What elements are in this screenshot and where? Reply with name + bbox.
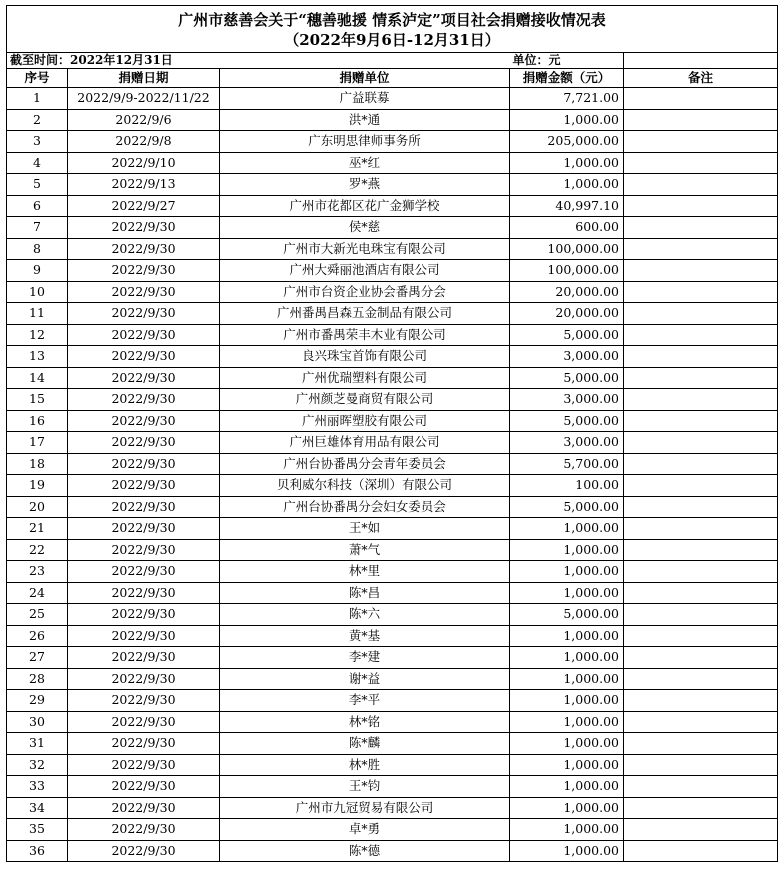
row-index: 10	[7, 281, 68, 303]
table-row	[7, 797, 778, 819]
row-donor: 罗*燕	[220, 174, 510, 196]
row-donor: 林*里	[220, 561, 510, 583]
row-index: 18	[7, 453, 68, 475]
row-remarks	[624, 797, 778, 819]
row-remarks	[624, 389, 778, 411]
row-remarks	[624, 733, 778, 755]
row-amount: 100,000.00	[510, 238, 624, 260]
row-index: 11	[7, 303, 68, 325]
row-donor: 广州颜芝曼商贸有限公司	[220, 389, 510, 411]
row-remarks	[624, 174, 778, 196]
row-donor: 陈*昌	[220, 582, 510, 604]
donation-sheet	[6, 5, 777, 862]
meta-blank-cell	[624, 53, 778, 69]
row-index: 12	[7, 324, 68, 346]
row-index: 4	[7, 152, 68, 174]
row-amount: 3,000.00	[510, 346, 624, 368]
table-row	[7, 88, 778, 110]
row-amount: 600.00	[510, 217, 624, 239]
row-date: 2022/9/30	[68, 561, 220, 583]
row-date: 2022/9/30	[68, 539, 220, 561]
table-row	[7, 582, 778, 604]
table-row	[7, 690, 778, 712]
row-index: 28	[7, 668, 68, 690]
row-donor: 王*如	[220, 518, 510, 540]
row-donor: 广州台协番禺分会妇女委员会	[220, 496, 510, 518]
table-row	[7, 303, 778, 325]
row-remarks	[624, 410, 778, 432]
row-date: 2022/9/30	[68, 281, 220, 303]
row-remarks	[624, 324, 778, 346]
row-date: 2022/9/30	[68, 518, 220, 540]
row-donor: 洪*通	[220, 109, 510, 131]
row-amount: 20,000.00	[510, 281, 624, 303]
table-row	[7, 152, 778, 174]
row-date: 2022/9/30	[68, 238, 220, 260]
row-remarks	[624, 281, 778, 303]
row-remarks	[624, 453, 778, 475]
table-row	[7, 174, 778, 196]
row-date: 2022/9/30	[68, 260, 220, 282]
row-index: 31	[7, 733, 68, 755]
header-amount: 捐赠金额（元）	[510, 69, 624, 88]
table-row	[7, 561, 778, 583]
row-donor: 贝利威尔科技（深圳）有限公司	[220, 475, 510, 497]
row-date: 2022/9/30	[68, 582, 220, 604]
row-amount: 1,000.00	[510, 625, 624, 647]
row-amount: 1,000.00	[510, 152, 624, 174]
row-amount: 1,000.00	[510, 797, 624, 819]
title-line-2: （2022年9月6日-12月31日）	[284, 31, 500, 49]
row-date: 2022/9/30	[68, 367, 220, 389]
table-row	[7, 733, 778, 755]
row-index: 32	[7, 754, 68, 776]
row-date: 2022/9/30	[68, 733, 220, 755]
row-remarks	[624, 260, 778, 282]
row-index: 25	[7, 604, 68, 626]
row-amount: 1,000.00	[510, 733, 624, 755]
row-date: 2022/9/30	[68, 346, 220, 368]
table-row	[7, 668, 778, 690]
title-row	[7, 6, 778, 53]
row-date: 2022/9/30	[68, 475, 220, 497]
row-remarks	[624, 539, 778, 561]
row-amount: 1,000.00	[510, 518, 624, 540]
row-remarks	[624, 152, 778, 174]
row-index: 5	[7, 174, 68, 196]
row-date: 2022/9/30	[68, 776, 220, 798]
row-index: 9	[7, 260, 68, 282]
row-remarks	[624, 690, 778, 712]
table-row	[7, 217, 778, 239]
row-date: 2022/9/8	[68, 131, 220, 153]
row-index: 27	[7, 647, 68, 669]
row-remarks	[624, 819, 778, 841]
header-donor: 捐赠单位	[220, 69, 510, 88]
row-date: 2022/9/30	[68, 496, 220, 518]
row-remarks	[624, 561, 778, 583]
row-date: 2022/9/30	[68, 432, 220, 454]
row-donor: 侯*慈	[220, 217, 510, 239]
row-amount: 1,000.00	[510, 711, 624, 733]
row-donor: 巫*红	[220, 152, 510, 174]
row-index: 3	[7, 131, 68, 153]
row-index: 2	[7, 109, 68, 131]
row-index: 6	[7, 195, 68, 217]
row-amount: 1,000.00	[510, 561, 624, 583]
row-date: 2022/9/30	[68, 453, 220, 475]
row-amount: 1,000.00	[510, 754, 624, 776]
row-amount: 3,000.00	[510, 389, 624, 411]
row-donor: 广州市番禺荣丰木业有限公司	[220, 324, 510, 346]
row-amount: 5,000.00	[510, 604, 624, 626]
row-index: 1	[7, 88, 68, 110]
row-date: 2022/9/30	[68, 604, 220, 626]
table-row	[7, 819, 778, 841]
table-row	[7, 324, 778, 346]
row-amount: 40,997.10	[510, 195, 624, 217]
row-remarks	[624, 711, 778, 733]
row-remarks	[624, 195, 778, 217]
row-remarks	[624, 582, 778, 604]
row-donor: 广东明思律师事务所	[220, 131, 510, 153]
row-date: 2022/9/30	[68, 389, 220, 411]
table-row	[7, 711, 778, 733]
row-remarks	[624, 604, 778, 626]
table-row	[7, 367, 778, 389]
table-row	[7, 840, 778, 862]
table-row	[7, 647, 778, 669]
row-donor: 林*铭	[220, 711, 510, 733]
row-remarks	[624, 346, 778, 368]
row-amount: 1,000.00	[510, 776, 624, 798]
row-donor: 陈*德	[220, 840, 510, 862]
row-donor: 广益联募	[220, 88, 510, 110]
row-remarks	[624, 625, 778, 647]
row-index: 26	[7, 625, 68, 647]
row-remarks	[624, 496, 778, 518]
row-donor: 林*胜	[220, 754, 510, 776]
table-row	[7, 238, 778, 260]
row-index: 14	[7, 367, 68, 389]
row-date: 2022/9/30	[68, 625, 220, 647]
row-remarks	[624, 88, 778, 110]
row-amount: 1,000.00	[510, 840, 624, 862]
row-date: 2022/9/30	[68, 797, 220, 819]
row-donor: 王*钧	[220, 776, 510, 798]
row-amount: 7,721.00	[510, 88, 624, 110]
row-amount: 5,000.00	[510, 410, 624, 432]
row-date: 2022/9/30	[68, 819, 220, 841]
row-date: 2022/9/30	[68, 840, 220, 862]
row-donor: 广州大舜丽池酒店有限公司	[220, 260, 510, 282]
header-date: 捐赠日期	[68, 69, 220, 88]
row-remarks	[624, 238, 778, 260]
row-remarks	[624, 840, 778, 862]
header-row	[7, 69, 778, 88]
table-row	[7, 539, 778, 561]
row-remarks	[624, 109, 778, 131]
row-date: 2022/9/30	[68, 754, 220, 776]
row-index: 33	[7, 776, 68, 798]
row-remarks	[624, 776, 778, 798]
table-row	[7, 776, 778, 798]
row-index: 16	[7, 410, 68, 432]
row-index: 19	[7, 475, 68, 497]
row-index: 23	[7, 561, 68, 583]
row-amount: 5,000.00	[510, 496, 624, 518]
row-amount: 1,000.00	[510, 582, 624, 604]
header-index: 序号	[7, 69, 68, 88]
title-line-1: 广州市慈善会关于“穗善驰援 情系泸定”项目社会捐赠接收情况表	[178, 11, 606, 29]
row-index: 17	[7, 432, 68, 454]
row-date: 2022/9/30	[68, 217, 220, 239]
row-index: 8	[7, 238, 68, 260]
row-donor: 广州台协番禺分会青年委员会	[220, 453, 510, 475]
row-amount: 3,000.00	[510, 432, 624, 454]
row-amount: 1,000.00	[510, 109, 624, 131]
row-date: 2022/9/30	[68, 410, 220, 432]
row-index: 13	[7, 346, 68, 368]
table-row	[7, 475, 778, 497]
row-index: 7	[7, 217, 68, 239]
row-date: 2022/9/30	[68, 324, 220, 346]
row-index: 24	[7, 582, 68, 604]
row-donor: 广州市九冠贸易有限公司	[220, 797, 510, 819]
row-date: 2022/9/30	[68, 303, 220, 325]
row-donor: 陈*麟	[220, 733, 510, 755]
row-donor: 广州市花都区花广金狮学校	[220, 195, 510, 217]
row-index: 30	[7, 711, 68, 733]
row-index: 35	[7, 819, 68, 841]
row-amount: 1,000.00	[510, 819, 624, 841]
row-date: 2022/9/30	[68, 711, 220, 733]
row-donor: 李*平	[220, 690, 510, 712]
unit-label: 单位：元	[510, 53, 624, 69]
row-date: 2022/9/10	[68, 152, 220, 174]
row-donor: 李*建	[220, 647, 510, 669]
row-index: 15	[7, 389, 68, 411]
row-remarks	[624, 217, 778, 239]
table-row	[7, 389, 778, 411]
table-row	[7, 410, 778, 432]
row-date: 2022/9/30	[68, 690, 220, 712]
row-donor: 广州丽晖塑胶有限公司	[220, 410, 510, 432]
row-index: 34	[7, 797, 68, 819]
table-row	[7, 432, 778, 454]
table-row	[7, 518, 778, 540]
row-amount: 5,000.00	[510, 367, 624, 389]
row-amount: 1,000.00	[510, 174, 624, 196]
row-amount: 20,000.00	[510, 303, 624, 325]
row-index: 22	[7, 539, 68, 561]
donation-table	[6, 5, 778, 862]
row-index: 29	[7, 690, 68, 712]
row-remarks	[624, 432, 778, 454]
row-amount: 205,000.00	[510, 131, 624, 153]
row-date: 2022/9/27	[68, 195, 220, 217]
row-date: 2022/9/9-2022/11/22	[68, 88, 220, 110]
table-row	[7, 109, 778, 131]
table-row	[7, 195, 778, 217]
table-row	[7, 453, 778, 475]
row-donor: 广州优瑞塑料有限公司	[220, 367, 510, 389]
row-donor: 萧*气	[220, 539, 510, 561]
row-donor: 黄*基	[220, 625, 510, 647]
row-amount: 5,700.00	[510, 453, 624, 475]
row-remarks	[624, 303, 778, 325]
row-remarks	[624, 754, 778, 776]
meta-row	[7, 53, 778, 69]
table-row	[7, 754, 778, 776]
header-remarks: 备注	[624, 69, 778, 88]
row-donor: 广州巨雄体育用品有限公司	[220, 432, 510, 454]
row-donor: 广州番禺昌森五金制品有限公司	[220, 303, 510, 325]
row-index: 36	[7, 840, 68, 862]
table-row	[7, 604, 778, 626]
table-row	[7, 346, 778, 368]
row-remarks	[624, 647, 778, 669]
row-remarks	[624, 518, 778, 540]
table-row	[7, 625, 778, 647]
table-row	[7, 131, 778, 153]
table-row	[7, 260, 778, 282]
row-donor: 陈*六	[220, 604, 510, 626]
row-amount: 1,000.00	[510, 690, 624, 712]
table-row	[7, 496, 778, 518]
row-donor: 广州市台资企业协会番禺分会	[220, 281, 510, 303]
row-index: 20	[7, 496, 68, 518]
cutoff-date: 截至时间：2022年12月31日	[7, 53, 510, 69]
row-remarks	[624, 475, 778, 497]
row-donor: 广州市大新光电珠宝有限公司	[220, 238, 510, 260]
row-index: 21	[7, 518, 68, 540]
row-amount: 1,000.00	[510, 668, 624, 690]
row-donor: 卓*勇	[220, 819, 510, 841]
row-amount: 1,000.00	[510, 539, 624, 561]
row-date: 2022/9/30	[68, 668, 220, 690]
row-donor: 良兴珠宝首饰有限公司	[220, 346, 510, 368]
row-date: 2022/9/13	[68, 174, 220, 196]
row-amount: 100.00	[510, 475, 624, 497]
row-date: 2022/9/6	[68, 109, 220, 131]
row-remarks	[624, 131, 778, 153]
row-amount: 100,000.00	[510, 260, 624, 282]
page-title	[7, 6, 778, 53]
table-row	[7, 281, 778, 303]
row-date: 2022/9/30	[68, 647, 220, 669]
row-donor: 谢*益	[220, 668, 510, 690]
row-remarks	[624, 668, 778, 690]
row-remarks	[624, 367, 778, 389]
row-amount: 5,000.00	[510, 324, 624, 346]
row-amount: 1,000.00	[510, 647, 624, 669]
